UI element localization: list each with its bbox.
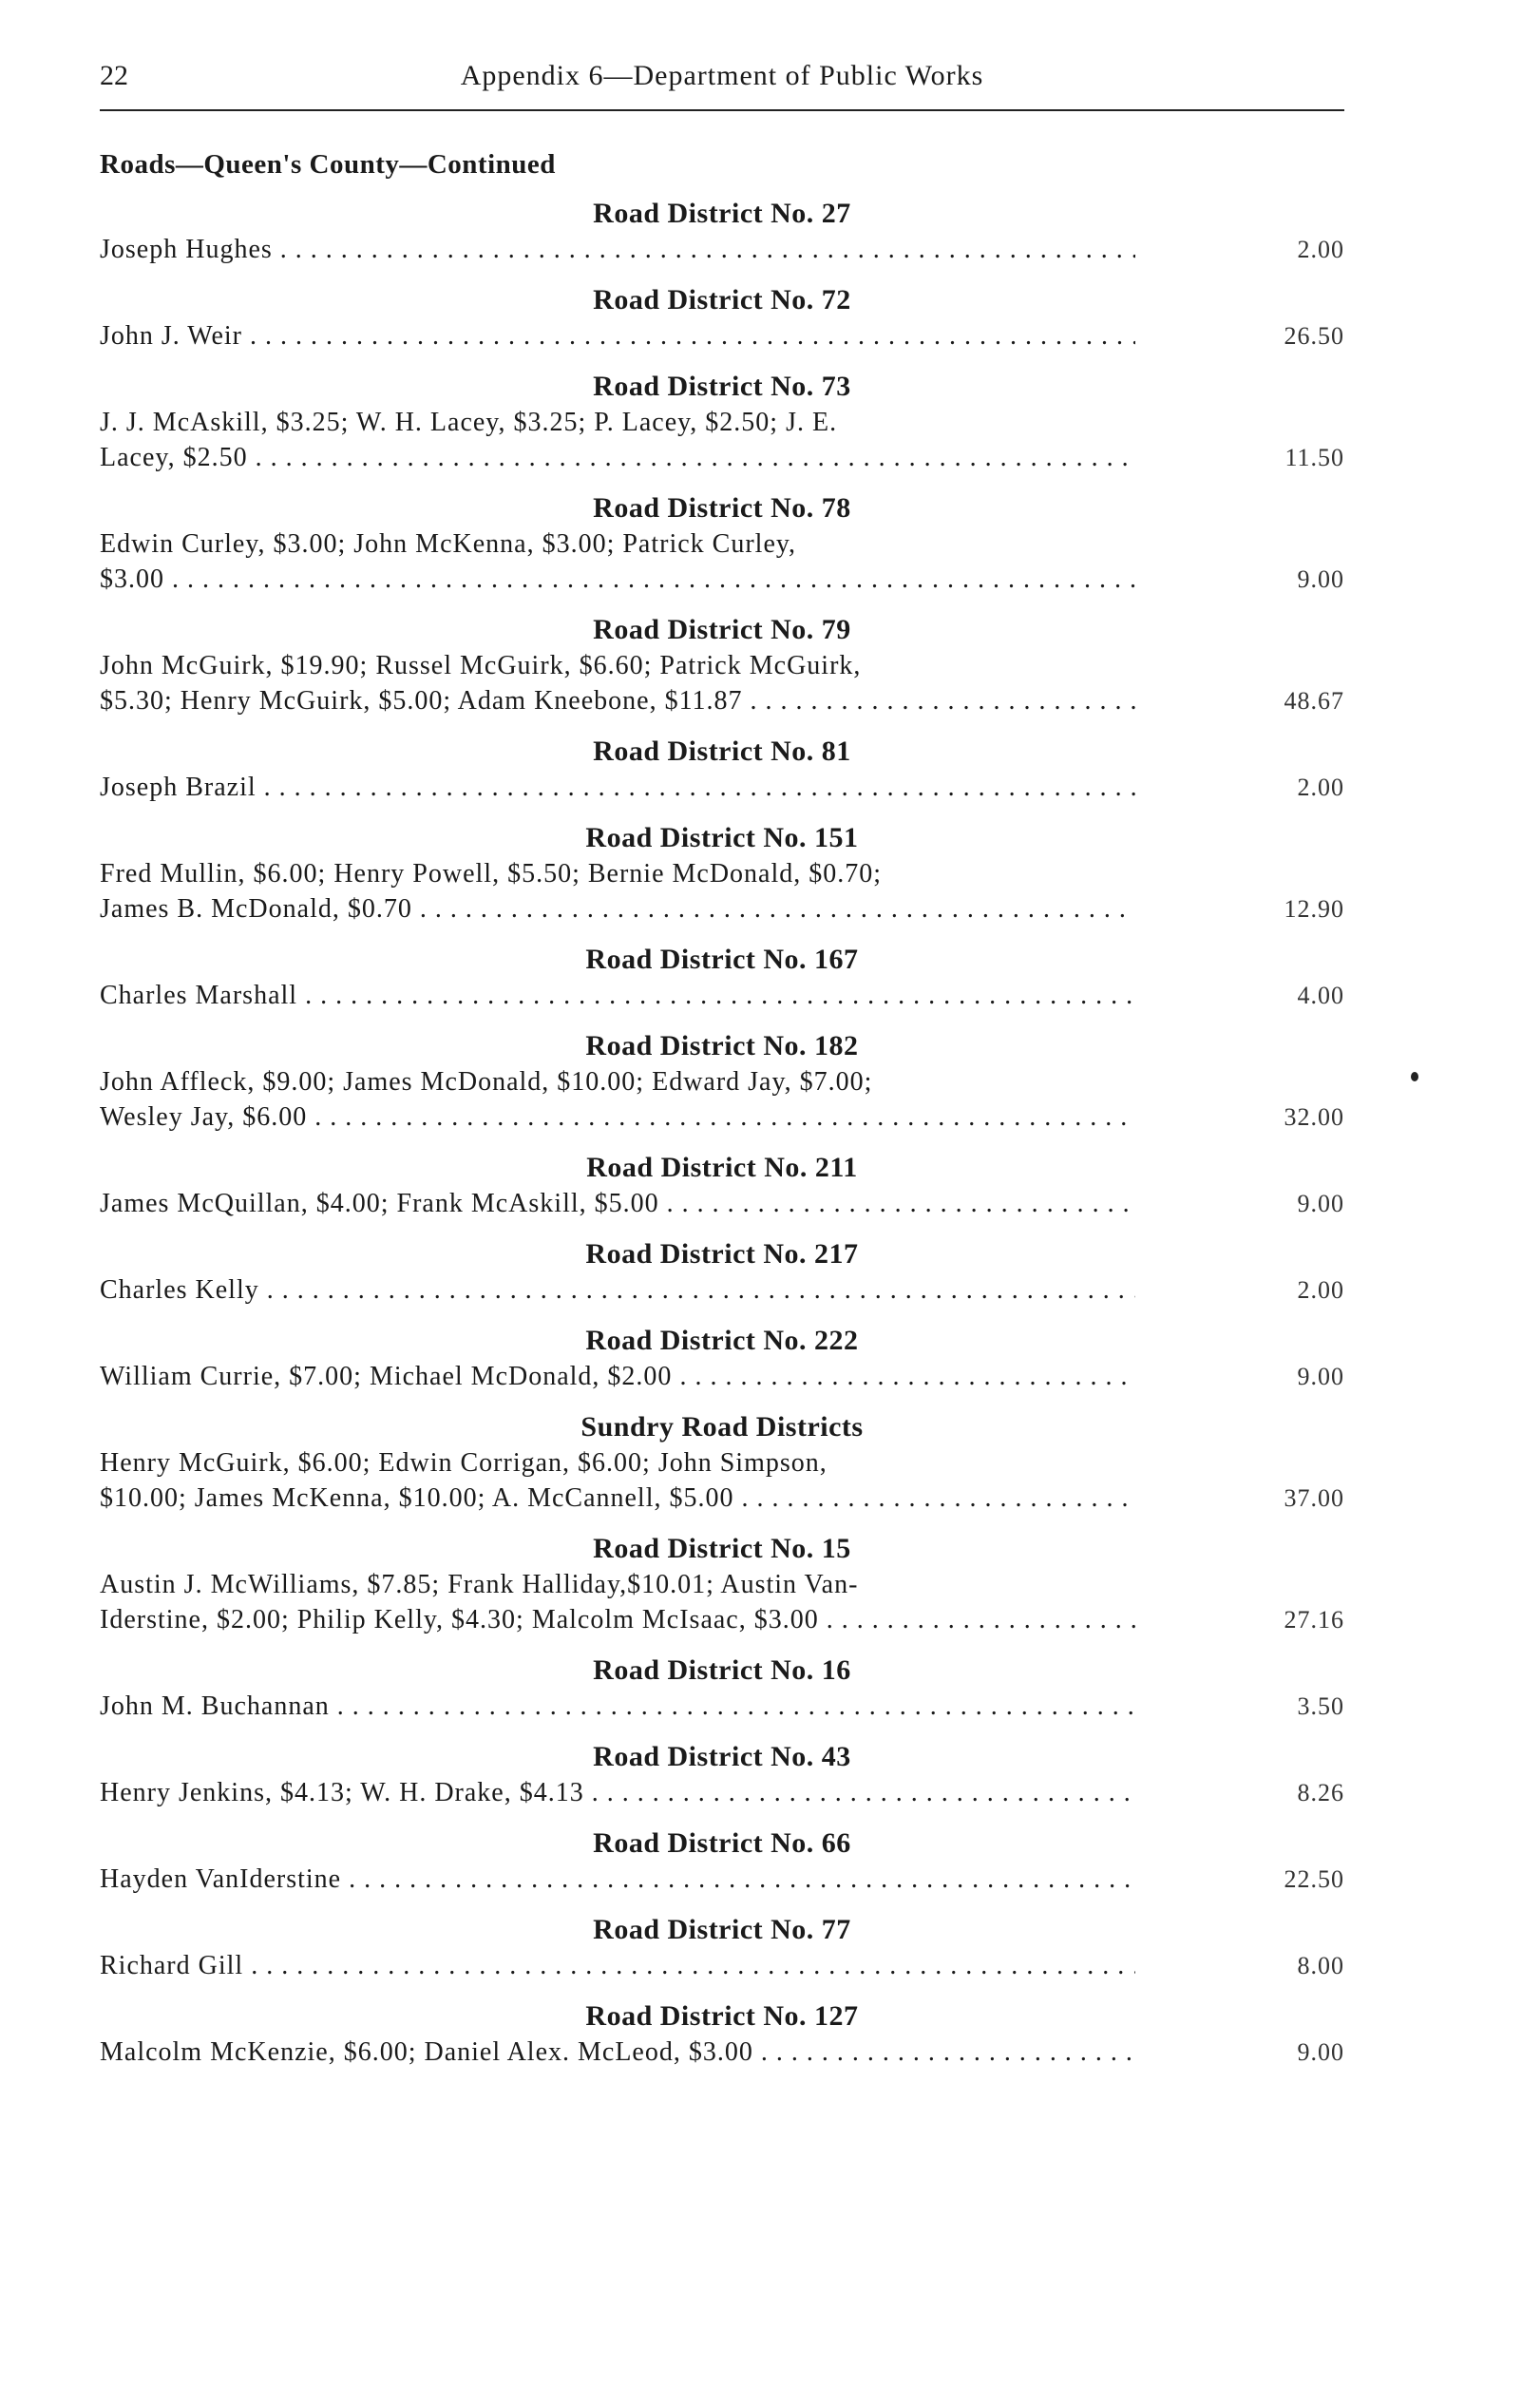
entry-text	[100, 1862, 1135, 1897]
entry-line: Henry Jenkins, $4.13; W. H. Drake, $4.13 . . .	[100, 1775, 1135, 1810]
entry-line: James B. McDonald, $0.70 . . .	[100, 891, 1135, 927]
entry-line: John M. Buchannan . . .	[100, 1689, 1135, 1724]
entry-text	[100, 978, 1135, 1013]
entry-line: Lacey, $2.50 . . .	[100, 440, 1135, 475]
entry-line: Charles Marshall . . .	[100, 978, 1135, 1013]
entry-line: Richard Gill . . .	[100, 1948, 1135, 1983]
entry-text	[100, 1445, 1135, 1516]
entry-line: Wesley Jay, $6.00 . . .	[100, 1099, 1135, 1135]
district-entry	[100, 405, 1344, 475]
district-block	[100, 282, 1344, 354]
entry-amount: 9.00	[1297, 1190, 1344, 1217]
entry-line: Fred Mullin, $6.00; Henry Powell, $5.50; Bernie McDonald, $0.70;	[100, 859, 883, 889]
district-entry	[100, 1862, 1344, 1897]
district-entry	[100, 2035, 1344, 2070]
entry-amount: 9.00	[1297, 565, 1344, 593]
district-heading: Road District No. 79	[593, 614, 851, 645]
entry-amount: 9.00	[1297, 2038, 1344, 2066]
district-heading: Road District No. 73	[593, 371, 851, 402]
district-entry	[100, 318, 1344, 354]
district-heading: Road District No. 15	[593, 1533, 851, 1564]
entry-line: Henry McGuirk, $6.00; Edwin Corrigan, $6.00; John Simpson,	[100, 1448, 828, 1478]
district-entry	[100, 1689, 1344, 1724]
district-entry	[100, 1186, 1344, 1221]
district-block	[100, 1998, 1344, 2070]
district-heading: Road District No. 78	[593, 492, 851, 524]
entry-text	[100, 232, 1135, 267]
entry-amount: 11.50	[1284, 444, 1344, 471]
entry-line: John Affleck, $9.00; James McDonald, $10.00; Edward Jay, $7.00;	[100, 1067, 873, 1097]
entry-amount: 12.90	[1284, 895, 1344, 923]
entry-amount: 8.26	[1297, 1779, 1344, 1806]
district-heading: Road District No. 151	[585, 822, 859, 853]
district-heading: Road District No. 77	[593, 1914, 851, 1945]
district-block	[100, 1739, 1344, 1810]
page-header	[100, 52, 1344, 111]
district-entry	[100, 770, 1344, 805]
district-block	[100, 1150, 1344, 1221]
district-block	[100, 1236, 1344, 1308]
district-block	[100, 1028, 1344, 1135]
entry-text	[100, 648, 1135, 718]
entry-amount: 9.00	[1297, 1363, 1344, 1390]
district-block	[100, 369, 1344, 475]
entry-text	[100, 526, 1135, 597]
entry-amount: 48.67	[1284, 687, 1344, 715]
entry-line: Malcolm McKenzie, $6.00; Daniel Alex. McLeod, $3.00 . . .	[100, 2035, 1135, 2070]
entry-line: Austin J. McWilliams, $7.85; Frank Halliday,$10.01; Austin Van-	[100, 1570, 859, 1599]
entry-amount: 2.00	[1297, 236, 1344, 263]
entry-line: Joseph Brazil . . .	[100, 770, 1135, 805]
entry-line: $10.00; James McKenna, $10.00; A. McCannell, $5.00 . . .	[100, 1481, 1135, 1516]
district-entry	[100, 526, 1344, 597]
document-page	[100, 52, 1344, 2070]
entry-text	[100, 1272, 1135, 1308]
district-block	[100, 734, 1344, 805]
district-heading: Road District No. 27	[593, 198, 851, 229]
entry-text	[100, 1064, 1135, 1135]
section-title: Roads—Queen's County—Continued	[100, 149, 556, 180]
entry-amount: 2.00	[1297, 1276, 1344, 1304]
district-heading: Road District No. 211	[586, 1152, 858, 1183]
entry-amount: 3.50	[1297, 1692, 1344, 1720]
district-block	[100, 942, 1344, 1013]
running-title: Appendix 6—Department of Public Works	[460, 60, 984, 91]
entry-text	[100, 1775, 1135, 1810]
district-block	[100, 1825, 1344, 1897]
district-entry	[100, 978, 1344, 1013]
entry-line: Hayden VanIderstine . . .	[100, 1862, 1135, 1897]
entry-amount: 32.00	[1284, 1103, 1344, 1131]
entry-text	[100, 405, 1135, 475]
district-block	[100, 1653, 1344, 1724]
district-entry	[100, 1064, 1344, 1135]
district-block	[100, 1323, 1344, 1394]
entry-text	[100, 1359, 1135, 1394]
district-list	[100, 196, 1344, 2070]
entry-line: Joseph Hughes . . .	[100, 232, 1135, 267]
entry-amount: 4.00	[1297, 982, 1344, 1009]
district-entry	[100, 1775, 1344, 1810]
entry-amount: 2.00	[1297, 774, 1344, 801]
district-heading: Road District No. 81	[593, 736, 851, 767]
district-block	[100, 196, 1344, 267]
entry-text	[100, 1689, 1135, 1724]
district-block	[100, 1912, 1344, 1983]
entry-amount: 8.00	[1297, 1952, 1344, 1979]
entry-line: Edwin Curley, $3.00; John McKenna, $3.00; Patrick Curley,	[100, 529, 797, 559]
entry-text	[100, 1186, 1135, 1221]
district-block	[100, 1409, 1344, 1516]
entry-line: J. J. McAskill, $3.25; W. H. Lacey, $3.25; P. Lacey, $2.50; J. E.	[100, 408, 838, 437]
entry-amount: 37.00	[1284, 1484, 1344, 1512]
district-heading: Road District No. 182	[585, 1030, 859, 1061]
district-entry	[100, 1272, 1344, 1308]
entry-line: Iderstine, $2.00; Philip Kelly, $4.30; Malcolm McIsaac, $3.00 . . .	[100, 1602, 1135, 1637]
district-entry	[100, 1359, 1344, 1394]
district-heading: Road District No. 127	[585, 2000, 859, 2032]
district-heading: Road District No. 72	[593, 284, 851, 315]
entry-amount: 26.50	[1284, 322, 1344, 350]
entry-line: James McQuillan, $4.00; Frank McAskill, $5.00 . . .	[100, 1186, 1135, 1221]
entry-line: John McGuirk, $19.90; Russel McGuirk, $6.60; Patrick McGuirk,	[100, 651, 862, 680]
entry-text	[100, 318, 1135, 354]
district-block	[100, 490, 1344, 597]
entry-line: $3.00 . . .	[100, 562, 1135, 597]
district-block	[100, 1531, 1344, 1637]
district-entry	[100, 1445, 1344, 1516]
entry-text	[100, 770, 1135, 805]
district-block	[100, 612, 1344, 718]
entry-line: John J. Weir . . .	[100, 318, 1135, 354]
entry-line: $5.30; Henry McGuirk, $5.00; Adam Kneebone, $11.87 . . .	[100, 683, 1135, 718]
district-heading: Road District No. 43	[593, 1741, 851, 1772]
district-heading: Road District No. 222	[585, 1325, 859, 1356]
ink-spot	[1411, 1072, 1418, 1081]
page-number: 22	[100, 60, 128, 91]
district-heading: Road District No. 66	[593, 1827, 851, 1859]
district-entry	[100, 856, 1344, 927]
district-heading: Sundry Road Districts	[580, 1411, 864, 1443]
entry-text	[100, 856, 1135, 927]
entry-line: Charles Kelly . . .	[100, 1272, 1135, 1308]
district-heading: Road District No. 16	[593, 1654, 851, 1686]
district-entry	[100, 232, 1344, 267]
district-heading: Road District No. 217	[585, 1238, 859, 1270]
district-entry	[100, 648, 1344, 718]
district-entry	[100, 1567, 1344, 1637]
entry-amount: 22.50	[1284, 1865, 1344, 1893]
district-entry	[100, 1948, 1344, 1983]
entry-text	[100, 1567, 1135, 1637]
entry-text	[100, 1948, 1135, 1983]
district-block	[100, 820, 1344, 927]
entry-line: William Currie, $7.00; Michael McDonald, $2.00 . . .	[100, 1359, 1135, 1394]
entry-amount: 27.16	[1284, 1606, 1344, 1634]
district-heading: Road District No. 167	[585, 944, 859, 975]
entry-text	[100, 2035, 1135, 2070]
